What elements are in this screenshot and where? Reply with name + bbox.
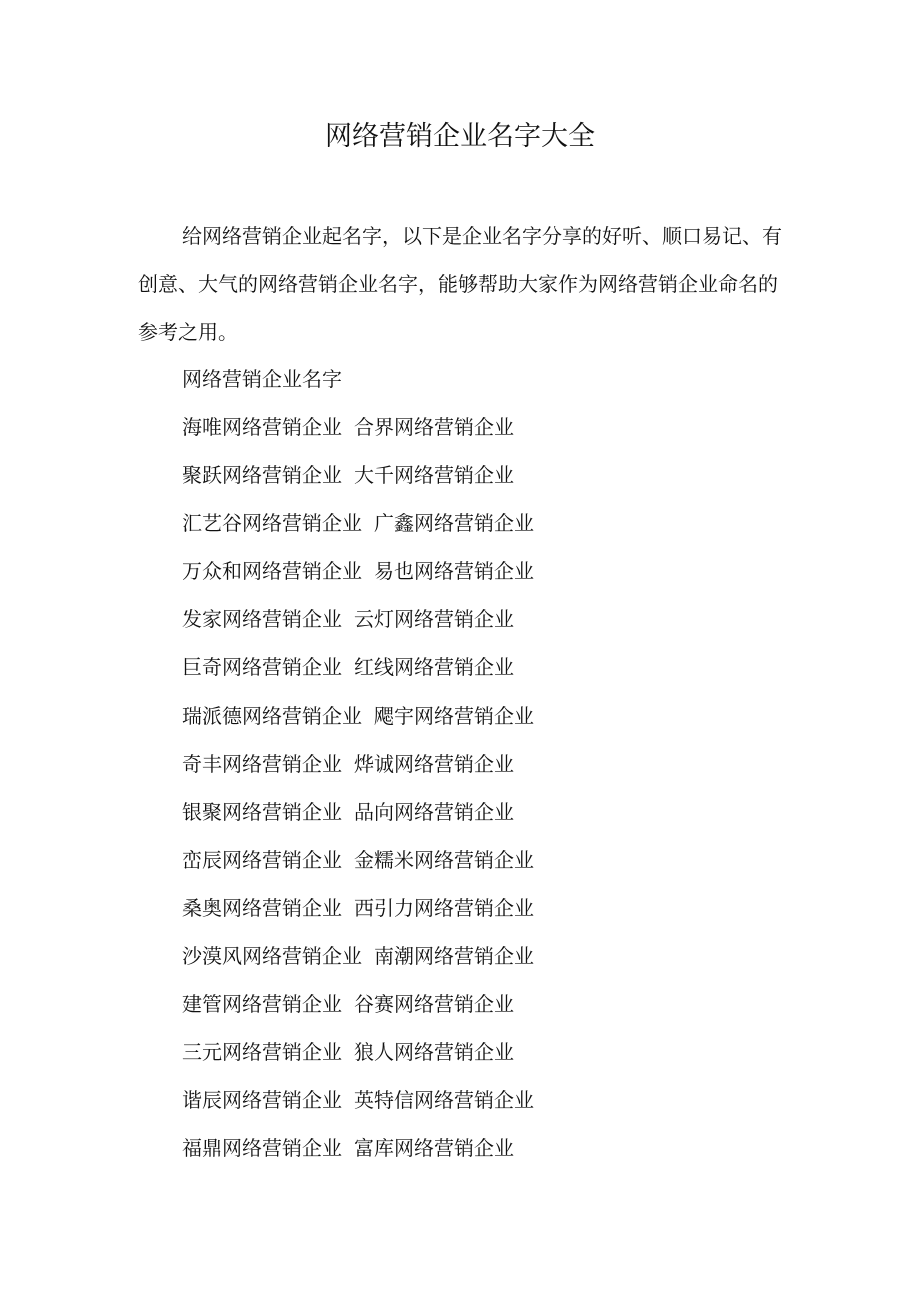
company-name: 云灯网络营销企业: [354, 607, 514, 632]
company-name: 谐辰网络营销企业: [182, 1088, 342, 1113]
company-name: 南潮网络营销企业: [374, 944, 534, 969]
company-name: 桑奥网络营销企业: [182, 895, 342, 920]
company-name: 福鼎网络营销企业: [182, 1136, 342, 1161]
company-name: 狼人网络营销企业: [354, 1040, 514, 1065]
company-name: 沙漠风网络营销企业: [182, 944, 362, 969]
company-name: 巨奇网络营销企业: [182, 655, 342, 680]
company-name: 飔宇网络营销企业: [374, 703, 534, 728]
company-name: 发家网络营销企业: [182, 607, 342, 632]
list-item: [182, 547, 534, 595]
company-name: 瑞派德网络营销企业: [182, 703, 362, 728]
company-name: 富库网络营销企业: [354, 1136, 514, 1161]
company-name: 合界网络营销企业: [354, 415, 514, 439]
company-name: 奇丰网络营销企业: [182, 751, 342, 776]
company-name: 海唯网络营销企业: [182, 415, 342, 439]
section-heading: 网络营销企业名字: [182, 367, 342, 391]
list-item: [182, 932, 534, 980]
company-name: 万众和网络营销企业: [182, 559, 362, 584]
company-name: 易也网络营销企业: [374, 559, 534, 584]
list-item: [182, 451, 534, 499]
company-name: 大千网络营销企业: [354, 463, 514, 488]
company-name: 品向网络营销企业: [354, 799, 514, 824]
company-name: 谷赛网络营销企业: [354, 992, 514, 1017]
list-item: [182, 836, 534, 884]
list-item: [182, 884, 534, 932]
company-name: 银聚网络营销企业: [182, 799, 342, 824]
company-name: 三元网络营销企业: [182, 1040, 342, 1065]
page-title: 网络营销企业名字大全: [325, 121, 595, 152]
company-name: 聚跃网络营销企业: [182, 463, 342, 488]
list-item: [182, 595, 534, 643]
company-name: 建管网络营销企业: [182, 992, 342, 1017]
list-item: [182, 643, 534, 691]
company-name: 峦辰网络营销企业: [182, 847, 342, 872]
list-item: [182, 499, 534, 547]
list-item: [182, 740, 534, 788]
company-name: 金糯米网络营销企业: [354, 847, 534, 872]
name-list: [182, 403, 534, 1173]
list-item: [182, 1076, 534, 1124]
company-name: 烨诚网络营销企业: [354, 751, 514, 776]
company-name: 西引力网络营销企业: [354, 895, 534, 920]
company-name: 广鑫网络营销企业: [374, 511, 534, 536]
list-item: [182, 1124, 534, 1172]
company-name: 英特信网络营销企业: [354, 1088, 534, 1113]
list-item: [182, 980, 534, 1028]
intro-paragraph: 给网络营销企业起名字，以下是企业名字分享的好听、顺口易记、有创意、大气的网络营销企业名字，能够帮助大家作为网络营销企业命名的参考之用。: [138, 224, 782, 344]
company-name: 汇艺谷网络营销企业: [182, 511, 362, 536]
company-name: 红线网络营销企业: [354, 655, 514, 680]
list-item: [182, 1028, 534, 1076]
list-item: [182, 788, 534, 836]
list-item: [182, 403, 534, 451]
list-item: [182, 692, 534, 740]
